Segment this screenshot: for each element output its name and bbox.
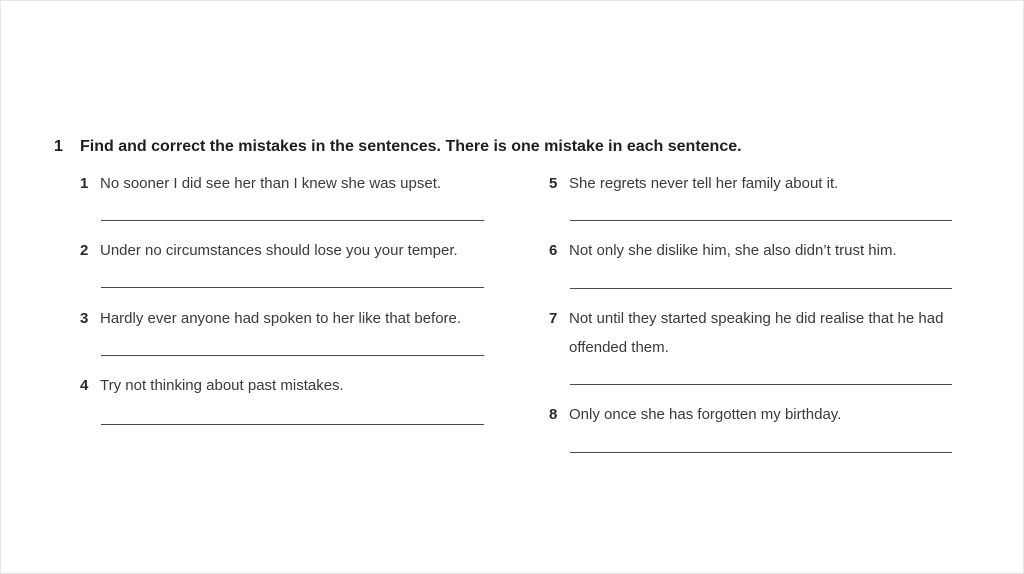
answer-line-4[interactable] — [101, 424, 484, 425]
item-text: She regrets never tell her family about it. — [569, 175, 839, 192]
item-number: 4 — [80, 377, 89, 394]
item-number: 6 — [549, 242, 558, 259]
answer-line-6[interactable] — [570, 288, 952, 289]
answer-line-7[interactable] — [570, 384, 952, 385]
answer-line-1[interactable] — [101, 220, 484, 221]
exercise-number: 1 — [54, 138, 63, 155]
answer-line-8[interactable] — [570, 452, 952, 453]
item-number: 3 — [80, 310, 89, 327]
exercise-instruction: Find and correct the mistakes in the sentences. There is one mistake in each sentence. — [80, 138, 742, 155]
answer-line-5[interactable] — [570, 220, 952, 221]
item-text: Only once she has forgotten my birthday. — [569, 406, 842, 423]
item-text: Not only she dislike him, she also didn’t trust him. — [569, 242, 897, 259]
item-text: Hardly ever anyone had spoken to her like that before. — [100, 310, 462, 327]
answer-line-3[interactable] — [101, 355, 484, 356]
item-text: Try not thinking about past mistakes. — [100, 377, 344, 394]
item-number: 1 — [80, 175, 89, 192]
item-text: No sooner I did see her than I knew she was upset. — [100, 175, 442, 192]
answer-line-2[interactable] — [101, 287, 484, 288]
item-text: Not until they started speaking he did realise that he had offended them. — [569, 310, 944, 356]
item-number: 5 — [549, 175, 558, 192]
item-number: 7 — [549, 310, 558, 327]
item-text: Under no circumstances should lose you your temper. — [100, 242, 458, 259]
item-number: 2 — [80, 242, 89, 259]
item-number: 8 — [549, 406, 558, 423]
exercise-heading — [54, 138, 742, 156]
